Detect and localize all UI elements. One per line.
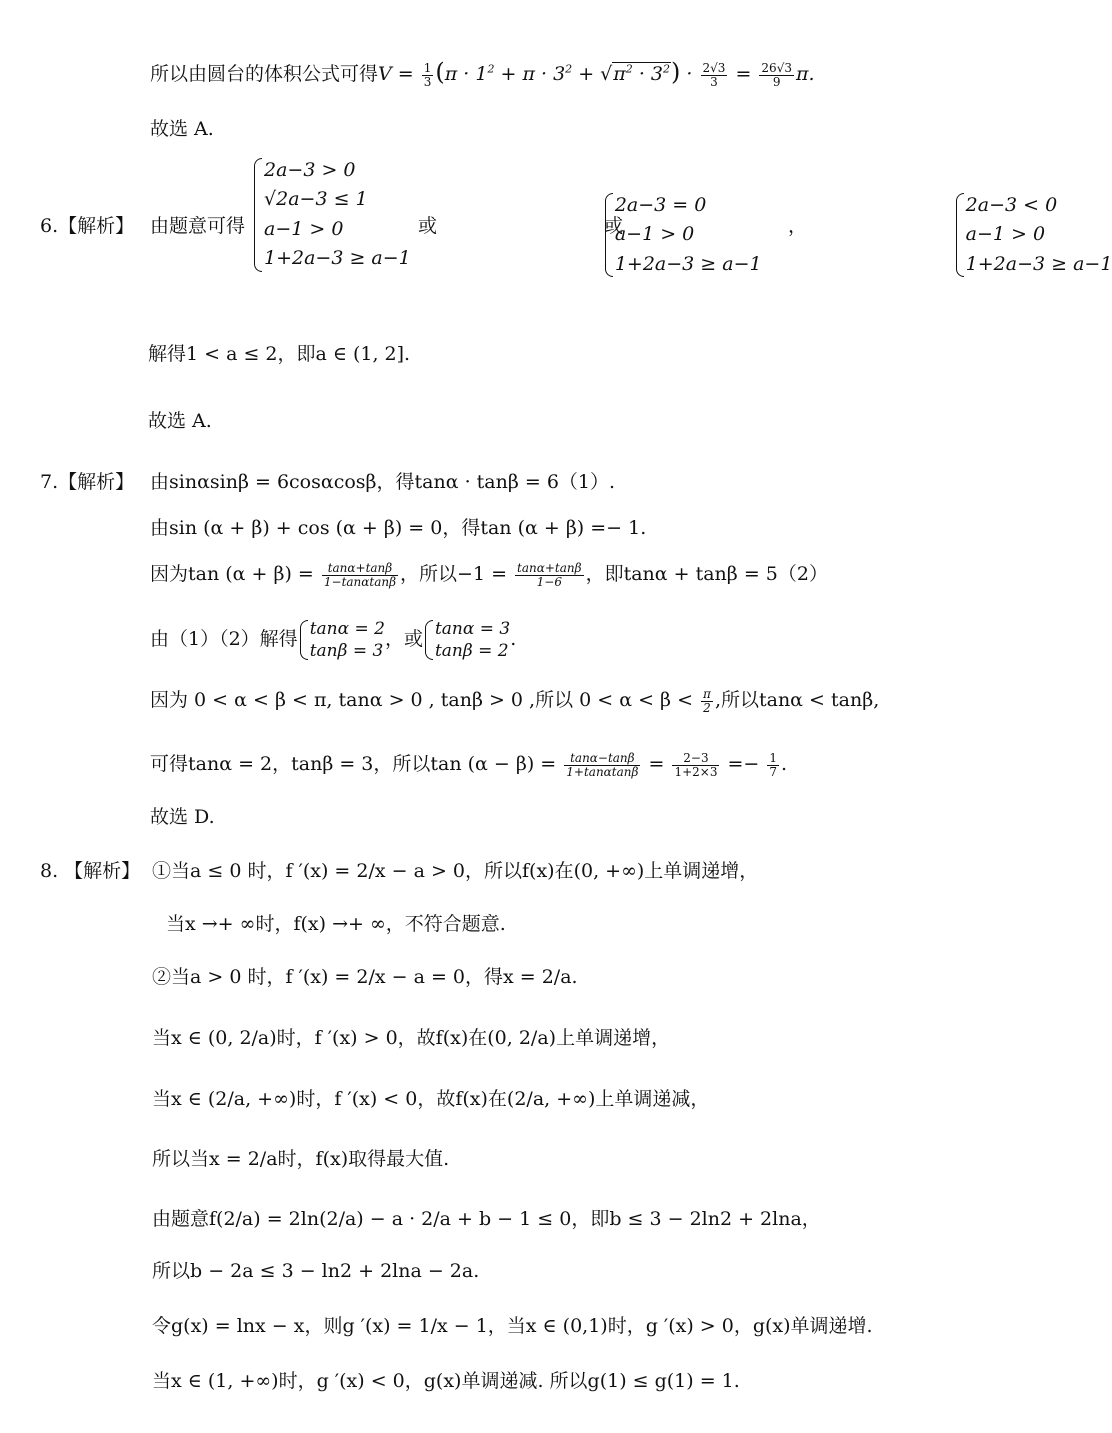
p8-line-4: 当x ∈ (0, 2/a)时，f ′(x) > 0，故f(x)在(0, 2/a)上单调递增， xyxy=(152,1027,671,1049)
p6-comma: ， xyxy=(788,215,808,237)
p6-intro: 由题意可得 xyxy=(150,215,246,237)
p7-l4-system2: tanα = 3 tanβ = 2 xyxy=(423,618,510,662)
p7-line-1: 由sinαsinβ = 6cosαcosβ，得tanα · tanβ = 6（1）. xyxy=(150,471,616,493)
volume-formula-tail: π. xyxy=(795,63,815,85)
p7-l4-text: 由（1）（2）解得 xyxy=(150,628,298,651)
p6-sysC-line: a−1 > 0 xyxy=(965,223,1046,246)
p7-l6-text: =− xyxy=(727,753,760,776)
p8-line-5: 当x ∈ (2/a, +∞)时，f ′(x) < 0，故f(x)在(2/a, +∞)上单调递减， xyxy=(152,1088,710,1110)
volume-formula-line xyxy=(150,58,815,88)
p6-system-c xyxy=(954,191,1112,279)
p6-sysB-line: a−1 > 0 xyxy=(614,223,695,246)
p6-result: 解得1 < a ≤ 2，即a ∈ (1, 2]. xyxy=(148,343,411,365)
p6-system-b xyxy=(603,191,762,279)
p6-or-1: 或 xyxy=(418,215,438,237)
p7-line-3 xyxy=(150,562,828,588)
p8-line-3: ②当a > 0 时，f ′(x) = 2/x − a = 0，得x = 2/a. xyxy=(152,966,578,988)
p6-sysC-line: 2a−3 < 0 xyxy=(965,193,1058,216)
p8-line-1: ①当a ≤ 0 时，f ′(x) = 2/x − a > 0，所以f(x)在(0, +∞)上单调递增， xyxy=(152,860,759,882)
p6-sysB-line: 1+2a−3 ≥ a−1 xyxy=(614,252,762,275)
p8-line-9: 令g(x) = lnx − x，则g ′(x) = 1/x − 1，当x ∈ (0,1)时，g ′(x) > 0，g(x)单调递增. xyxy=(152,1315,873,1337)
p7-l6-text: 可得tanα = 2，tanβ = 3，所以tan (α − β) = xyxy=(150,753,557,776)
p7-line-5 xyxy=(150,688,879,714)
p7-l3-text: ，即tanα + tanβ = 5（2） xyxy=(585,563,828,586)
p7-label: 7.【解析】 xyxy=(40,471,135,493)
p7-l3-frac1: $\frac{\tan\alpha+\tan\beta}{1-\tan\alpha\tan\beta}$ xyxy=(323,561,397,589)
p6-choice: 故选 A. xyxy=(148,410,212,432)
p8-line-10: 当x ∈ (1, +∞)时，g ′(x) < 0，g(x)单调递减. 所以g(1) ≤ g(1) = 1. xyxy=(152,1370,740,1392)
p6-label: 6.【解析】 xyxy=(40,215,135,237)
p6-sysB-line: 2a−3 = 0 xyxy=(614,193,707,216)
p7-l6-frac2: $\frac{2-3}{1+2\times 3}$ xyxy=(674,751,718,779)
p7-l5-frac: $\frac{\pi}{2}$ xyxy=(703,687,711,715)
p6-or-2: 或 xyxy=(604,215,624,237)
p7-l6-frac3: $\frac{1}{7}$ xyxy=(769,751,778,779)
p8-line-6: 所以当x = 2/a时，f(x)取得最大值. xyxy=(152,1148,450,1170)
p7-line-2: 由sin (α + β) + cos (α + β) = 0，得tan (α + β) =− 1. xyxy=(150,517,647,539)
volume-formula-math: V = $\frac{1}{3}$ $(\pi \cdot 1^2 + \pi \cdot 3^2 + √\pi^2 \cdot 3^2)$ · $\frac{2√3}{3}$ = $\frac{26√3}{9}$ xyxy=(378,58,792,89)
p7-l4-system1: tanα = 2 tanβ = 3 xyxy=(298,618,385,662)
p7-line-6 xyxy=(150,752,787,778)
p7-l3-frac2: $\frac{\tan\alpha+\tan\beta}{1-6}$ xyxy=(517,561,582,589)
p6-sysC-line: 1+2a−3 ≥ a−1 xyxy=(965,252,1112,275)
p8-line-8: 所以b − 2a ≤ 3 − ln2 + 2lna − 2a. xyxy=(152,1260,480,1282)
p7-l6-text: . xyxy=(781,753,788,776)
p7-l6-frac1: $\frac{\tan\alpha-\tan\beta}{1+\tan\alpha\tan\beta}$ xyxy=(566,751,639,779)
p7-choice: 故选 D. xyxy=(150,806,215,828)
p7-l3-text: 因为tan (α + β) = xyxy=(150,563,314,586)
p8-line-7: 由题意f(2/a) = 2ln(2/a) − a · 2/a + b − 1 ≤ 0，即b ≤ 3 − 2ln2 + 2lna， xyxy=(152,1208,821,1230)
p6-system-a xyxy=(252,156,411,274)
p8-label: 8. 【解析】 xyxy=(40,860,141,882)
p7-l6-text: = xyxy=(648,753,665,776)
p8-line-2: 当x →+ ∞时，f(x) →+ ∞，不符合题意. xyxy=(166,913,506,935)
p7-line-4 xyxy=(150,618,516,662)
p6-sysA-line: 2a−3 > 0 xyxy=(264,159,356,181)
volume-formula-prefix: 所以由圆台的体积公式可得 xyxy=(150,63,379,85)
p7-l3-text: ，所以−1 = xyxy=(400,563,507,586)
p7-l4-text: ，或 xyxy=(384,628,423,651)
p6-sysA-line: a−1 > 0 xyxy=(264,217,344,240)
p6-sysA-line: 1+2a−3 ≥ a−1 xyxy=(264,247,411,270)
p7-l5-text: 因为 0 < α < β < π, tanα > 0 , tanβ > 0 ,所以 0 < α < β < xyxy=(150,689,693,712)
choice-5: 故选 A. xyxy=(150,118,214,140)
p6-sysA-line: √2a−3 ≤ 1 xyxy=(264,188,368,211)
p7-l5-text: ,所以tanα < tanβ, xyxy=(714,689,880,712)
p7-l4-text: . xyxy=(510,628,517,651)
